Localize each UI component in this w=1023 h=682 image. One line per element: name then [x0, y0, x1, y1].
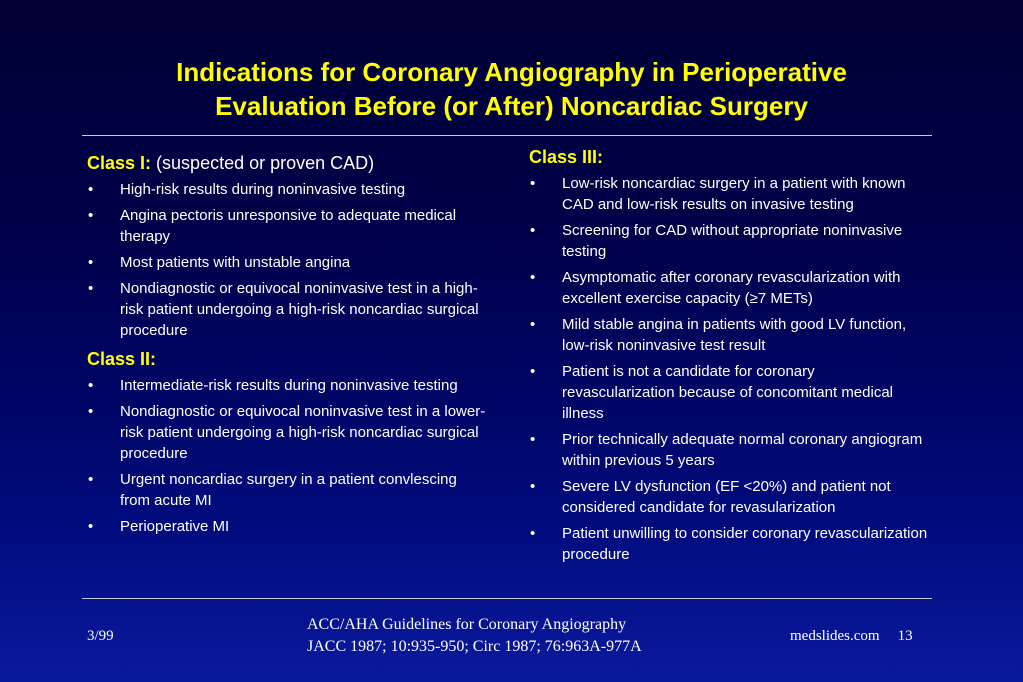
list-item — [529, 267, 931, 309]
slide-title-line-1: Indications for Coronary Angiography in Perioperative — [176, 57, 847, 87]
bullet-icon: • — [530, 222, 536, 239]
list-item-text: Prior technically adequate normal coronary angiogram within previous 5 years — [562, 431, 923, 469]
list-item-text: Low-risk noncardiac surgery in a patient with known CAD and low-risk results on invasive testing — [562, 175, 906, 213]
list-item-text: High-risk results during noninvasive testing — [120, 181, 406, 198]
left-column — [87, 151, 487, 543]
class-1-list — [87, 179, 487, 341]
class-3-heading — [529, 145, 931, 169]
bullet-icon: • — [530, 431, 536, 448]
list-item — [87, 469, 487, 511]
list-item-text: Angina pectoris unresponsive to adequate medical therapy — [120, 207, 457, 245]
list-item-text: Mild stable angina in patients with good LV function, low-risk noninvasive test result — [562, 316, 907, 354]
top-divider — [82, 135, 932, 136]
footer-date: 3/99 — [87, 628, 114, 644]
footer-citation-line-2: JACC 1987; 10:935-950; Circ 1987; 76:963A-977A — [307, 638, 642, 655]
class-3-label: Class III: — [529, 147, 604, 167]
right-column — [529, 145, 931, 571]
list-item — [87, 401, 487, 464]
list-item-text: Perioperative MI — [120, 518, 230, 535]
list-item-text: Patient is not a candidate for coronary revascularization because of concomitant medical illness — [562, 363, 894, 422]
bullet-icon: • — [530, 363, 536, 380]
bullet-icon: • — [530, 269, 536, 286]
class-2-list — [87, 375, 487, 537]
list-item-text: Nondiagnostic or equivocal noninvasive test in a lower-risk patient undergoing a high-risk noncardiac surgical procedure — [120, 403, 486, 462]
slide-title-line-2: Evaluation Before (or After) Noncardiac Surgery — [215, 91, 808, 121]
list-item — [87, 375, 487, 396]
bullet-icon: • — [530, 525, 536, 542]
class-1-heading — [87, 151, 487, 175]
list-item — [87, 205, 487, 247]
list-item — [529, 220, 931, 262]
list-item — [87, 278, 487, 341]
list-item-text: Urgent noncardiac surgery in a patient convlescing from acute MI — [120, 471, 457, 509]
class-2-heading — [87, 347, 487, 371]
bullet-icon: • — [88, 207, 94, 224]
list-item — [529, 173, 931, 215]
list-item — [529, 314, 931, 356]
slide-title — [0, 55, 1023, 123]
bullet-icon: • — [88, 181, 94, 198]
list-item-text: Most patients with unstable angina — [120, 254, 351, 271]
list-item — [87, 179, 487, 200]
page-number: 13 — [897, 628, 913, 644]
bullet-icon: • — [88, 518, 94, 535]
list-item-text: Screening for CAD without appropriate noninvasive testing — [562, 222, 903, 260]
bullet-icon: • — [88, 377, 94, 394]
list-item — [529, 361, 931, 424]
bottom-divider — [82, 598, 932, 599]
bullet-icon: • — [88, 280, 94, 297]
list-item — [529, 523, 931, 565]
class-3-list — [529, 173, 931, 565]
footer-citation-line-1: ACC/AHA Guidelines for Coronary Angiography — [307, 616, 627, 633]
bullet-icon: • — [530, 316, 536, 333]
footer-citation — [307, 614, 642, 658]
list-item — [529, 476, 931, 518]
class-1-note: (suspected or proven CAD) — [156, 153, 375, 173]
class-1-label: Class I: — [87, 153, 152, 173]
list-item-text: Asymptomatic after coronary revascularization with excellent exercise capacity (≥7 METs) — [562, 269, 901, 307]
bullet-icon: • — [530, 478, 536, 495]
list-item-text: Intermediate-risk results during noninvasive testing — [120, 377, 458, 394]
bullet-icon: • — [88, 403, 94, 420]
class-2-label: Class II: — [87, 349, 157, 369]
list-item-text: Patient unwilling to consider coronary revascularization procedure — [562, 525, 928, 563]
list-item — [529, 429, 931, 471]
footer-source — [790, 628, 913, 645]
footer-site: medslides.com — [790, 628, 880, 644]
list-item-text: Nondiagnostic or equivocal noninvasive test in a high-risk patient undergoing a high-risk noncardiac surgical procedure — [120, 280, 479, 339]
list-item — [87, 252, 487, 273]
list-item-text: Severe LV dysfunction (EF <20%) and patient not considered candidate for revasularization — [562, 478, 891, 516]
list-item — [87, 516, 487, 537]
bullet-icon: • — [530, 175, 536, 192]
bullet-icon: • — [88, 471, 94, 488]
bullet-icon: • — [88, 254, 94, 271]
